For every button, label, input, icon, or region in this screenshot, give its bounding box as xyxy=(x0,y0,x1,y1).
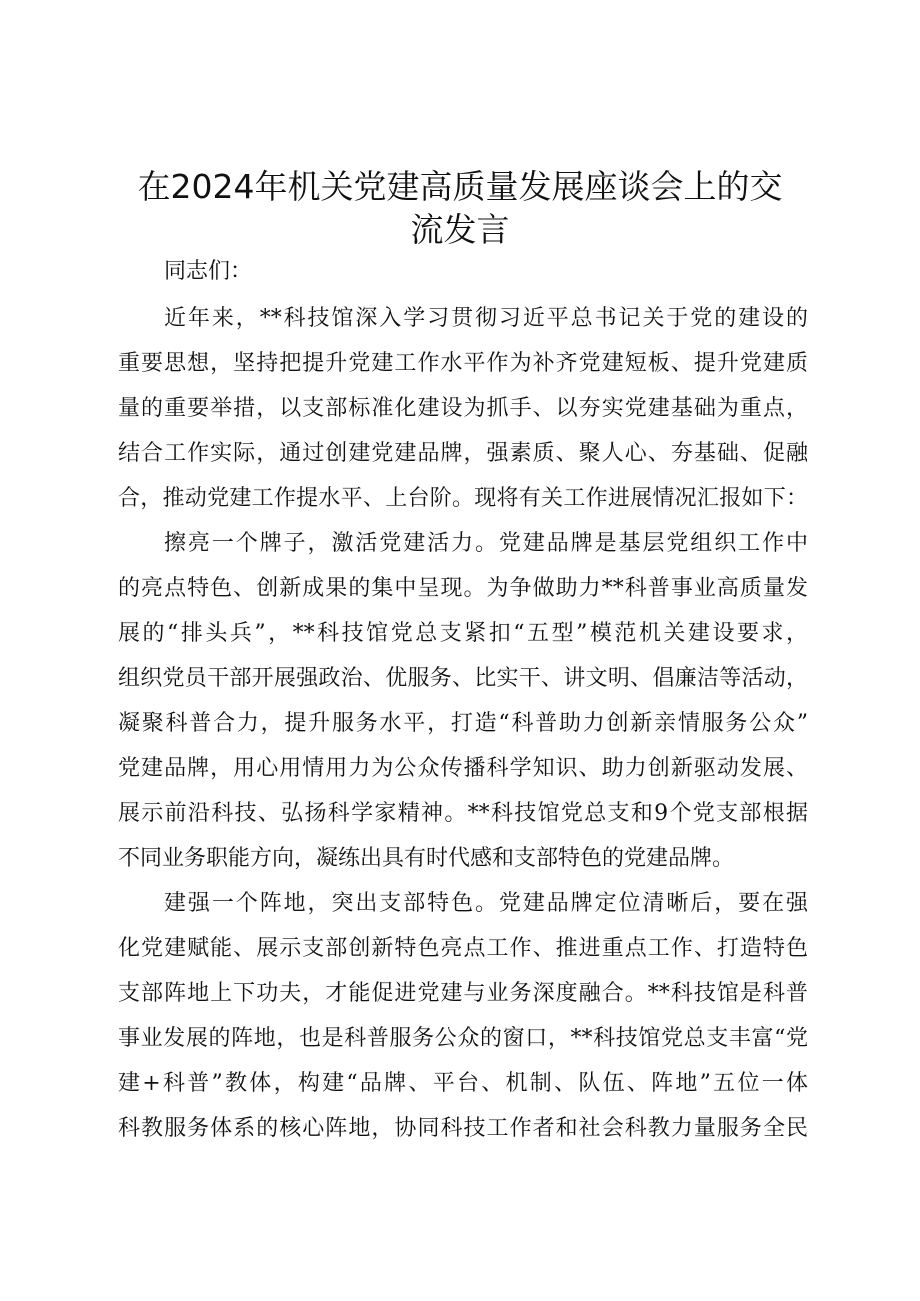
paragraph-line: 量的重要举措，以支部标准化建设为抓手、以夯实党建基础为重点， xyxy=(118,396,808,421)
paragraph-line: 近年来，**科技馆深入学习贯彻习近平总书记关于党的建设的 xyxy=(164,306,808,331)
paragraph-line: 展的“排头兵”，**科技馆党总支紧扣“五型”模范机关建设要求， xyxy=(118,621,808,646)
paragraph-line: 支部阵地上下功夫，才能促进党建与业务深度融合。**科技馆是科普 xyxy=(118,981,808,1006)
paragraph-line: 展示前沿科技、弘扬科学家精神。**科技馆党总支和9个党支部根据 xyxy=(118,801,808,826)
paragraph-line: 擦亮一个牌子，激活党建活力。党建品牌是基层党组织工作中 xyxy=(164,531,808,556)
paragraph-line: 重要思想，坚持把提升党建工作水平作为补齐党建短板、提升党建质 xyxy=(118,351,808,376)
paragraph-line: 建+科普”教体，构建“品牌、平台、机制、队伍、阵地”五位一体 xyxy=(118,1071,808,1096)
paragraph-line: 建强一个阵地，突出支部特色。党建品牌定位清晰后，要在强 xyxy=(164,891,808,916)
paragraph-line: 结合工作实际，通过创建党建品牌，强素质、聚人心、夯基础、促融 xyxy=(118,441,808,466)
paragraph-line: 的亮点特色、创新成果的集中呈现。为争做助力**科普事业高质量发 xyxy=(118,576,808,601)
salutation: 同志们： xyxy=(164,259,253,284)
paragraph-line: 合，推动党建工作提水平、上台阶。现将有关工作进展情况汇报如下： xyxy=(118,486,808,511)
paragraph-line: 党建品牌，用心用情用力为公众传播科学知识、助力创新驱动发展、 xyxy=(118,756,808,781)
paragraph-line: 化党建赋能、展示支部创新特色亮点工作、推进重点工作、打造特色 xyxy=(118,936,808,961)
paragraph-line: 组织党员干部开展强政治、优服务、比实干、讲文明、倡廉洁等活动， xyxy=(118,666,808,691)
paragraph-line: 事业发展的阵地，也是科普服务公众的窗口，**科技馆党总支丰富“党 xyxy=(118,1026,808,1051)
document-title-line-1: 在2024年机关党建高质量发展座谈会上的交 xyxy=(137,167,783,206)
paragraph-line: 科教服务体系的核心阵地，协同科技工作者和社会科教力量服务全民 xyxy=(118,1116,808,1141)
paragraph-line: 不同业务职能方向，凝练出具有时代感和支部特色的党建品牌。 xyxy=(118,846,735,871)
paragraph-line: 凝聚科普合力，提升服务水平，打造“科普助力创新亲情服务公众” xyxy=(118,711,808,736)
document-title-line-2: 流发言 xyxy=(410,210,510,249)
